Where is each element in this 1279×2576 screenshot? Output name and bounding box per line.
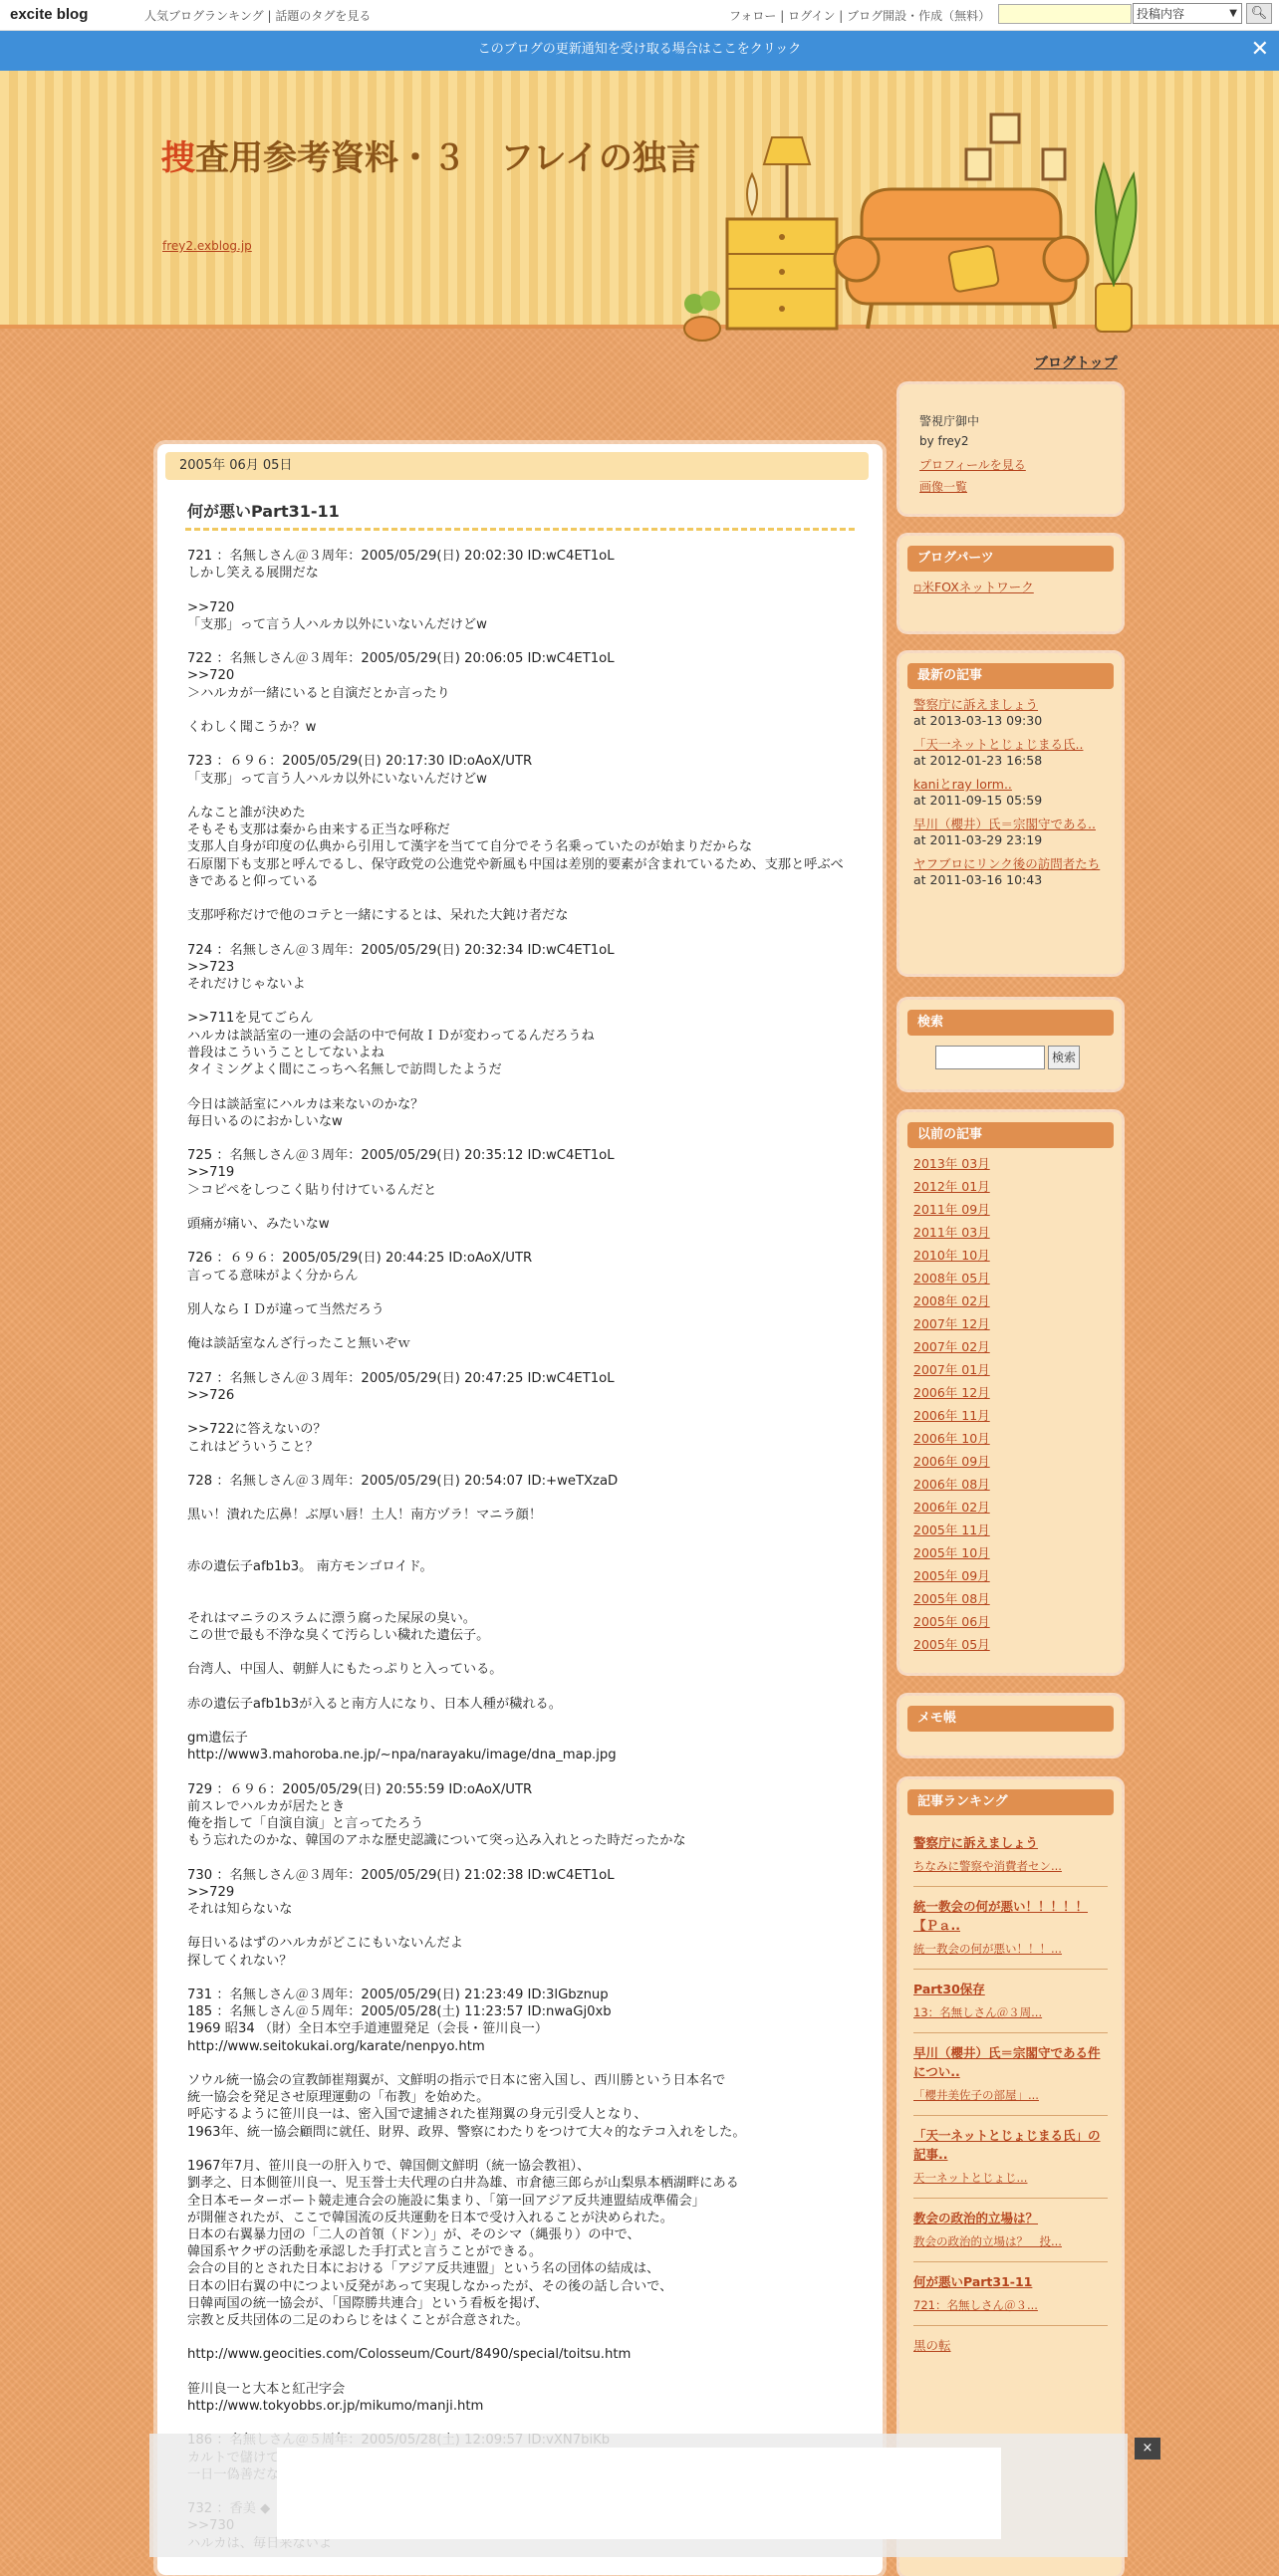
post-body: 721 ：名無しさん＠３周年：2005/05/29(日) 20:02:30 ID:wC4ET1oL しかし笑える展開だな >>720 「支那」って言う人ハルカ以外にいないんだけどw 722 ：名無しさん＠３周年：2005/05/29(日) 20:06:05 ID:wC4ET1oL >>720 ＞ハルカが一緒にいると自演だとか言ったり くわしく聞こうか？w 723 ：６９６：2005/05/29(日) 20:17:30 ID:oAoX/UTR 「支那」って言う人ハルカ以外にいないんだけどw んなこと誰が決めた そもそも支那は秦から由来する正当な呼称だ 支那人自身が印度の仏典から引用して漢字を当てて自分でそう名乗っていたのが始まりだからな 石原閣下も支那と呼んでるし、保守政党の公進党や新風も中国は差別的要素が含まれているため、支那と呼ぶべきであると仰っている 支那呼称だけで他のコテと一緒にするとは、呆れた大鈍け者だな 724 ：名無しさん＠３周年：2005/05/29(日) 20:32:34 ID:wC4ET1oL >>723 それだけじゃないよ >>711を見てごらん ハルカは談話室の一連の会話の中で何故ＩＤが変わってるんだろうね 普段はこういうことしてないよね タイミングよく間にこっちへ名無しで訪問したようだ 今日は談話室にハルカは来ないのかな？ 毎日いるのにおかしいなw 725 ：名無しさん＠３周年：2005/05/29(日) 20:35:12 ID:wC4ET1oL >>719 ＞コピペをしつこく貼り付けているんだと 頭痛が痛い、みたいなw 726 ：６９６：2005/05/29(日) 20:44:25 ID:oAoX/UTR 言ってる意味がよく分からん 別人ならＩＤが違って当然だろう 俺は談話室なんざ行ったこと無いぞｗ 727 ：名無しさん＠３周年：2005/05/29(日) 20:47:25 ID:wC4ET1oL >>726 >>722に答えないの？ これはどういうこと？ 728 ：名無しさん＠３周年：2005/05/29(日) 20:54:07 ID:+weTXzaD 黒い！潰れた広鼻！ぶ厚い唇！土人！南方ヅラ！マニラ顔！ 赤の遺伝子afb1b3。 南方モンゴロイド。 それはマニラのスラムに漂う腐った屎尿の臭い。 この世で最も不浄な臭くて汚らしい穢れた遺伝子。 台湾人、中国人、朝鮮人にもたっぷりと入っている。 赤の遺伝子afb1b3が入ると南方人になり、日本人種が穢れる。 gm遺伝子 http://www3.mahoroba.ne.jp/~npa/narayaku/image/dna_map.jpg 729 ：６９６：2005/05/29(日) 20:55:59 ID:oAoX/UTR 前スレでハルカが居たとき 俺を指して「自演自演」と言ってたろう もう忘れたのかな、韓国のアホな歴史認識について突っ込み入れとった時だったかな 730 ：名無しさん＠３周年：2005/05/29(日) 21:02:38 ID:wC4ET1oL >>729 それは知らないな 毎日いるはずのハルカがどこにもいないんだよ 探してくれない？ 731 ：名無しさん＠３周年：2005/05/29(日) 21:23:49 ID:3lGbznup 185 ：名無しさん＠５周年：2005/05/28(土) 11:23:57 ID:nwaGj0xb 1969 昭34 （財）全日本空手道連盟発足（会長・笹川良一） http://www.seitokukai.org/karate/nenpyo.htm ソウル統一協会の宣教師崔翔翼が、文鮮明の指示で日本に密入国し、西川勝という日本名で 統一協会を発足させ原理運動の「布教」を始めた。 呼応するように笹川良一は、密入国で逮捕された崔翔翼の身元引受人となり、 1963年、統一協会顧問に就任、財界、政界、警察にわたりをつけて大々的なテコ入れをした。 1967年7月、笹川良一の肝入りで、韓国側文鮮明（統一協会教祖）、 劉孝之、日本側笹川良一、児玉誉士夫代理の白井為雄、市倉徳三郎らが山梨県本栖湖畔にある 全日本モーターボート競走連合会の施設に集まり、「第一回アジア反共連盟結成準備会」 が開催されたが、ここで韓国流の反共運動を日本で受け入れることが決められた。 日本の右翼暴力団の「二人の首領（ドン）」が、そのシマ（縄張り）の中で、 韓国系ヤクザの活動を承認した手打式と言うことができる。 会合の目的とされた日本における「アジア反共連盟」という名の団体の結成は、 日本の旧右翼の中につよい反発があって実現しなかったが、その後の話し合いで、 日韓両国の統一協会が、「国際勝共連合」という看板を掲げ、 宗教と反共団体の二足のわらじをはくことが合意された。 http://www.geocities.com/Colosseum/Court/8490/special/toitsu.htm 笹川良一と大本と紅卍字会 http://www.tokyobbs.or.jp/mikumo/manji.htm xyxy=(187,549,844,2414)
archive-link[interactable]: 2010年 10月 xyxy=(913,1248,990,1263)
view-profile-link[interactable]: プロフィールを見る xyxy=(919,458,1026,472)
ranking-title-link[interactable]: 「天一ネットとじょじまる氏」の記事.. xyxy=(913,2128,1101,2162)
recent-post-date: at 2013-03-13 09:30 xyxy=(913,713,1043,728)
ranking-snippet-link[interactable]: 教会の政治的立場は？ 投... xyxy=(913,2234,1062,2248)
archive-link[interactable]: 2006年 12月 xyxy=(913,1385,990,1400)
ranking-snippet-link[interactable]: ちなみに警察や消費者セン... xyxy=(913,1859,1062,1873)
ranking-item xyxy=(913,2116,1108,2199)
archive-link[interactable]: 2005年 10月 xyxy=(913,1545,990,1560)
recent-post-date: at 2011-09-15 05:59 xyxy=(913,793,1043,808)
archive-heading: 以前の記事 xyxy=(907,1122,1114,1148)
blog-url-link[interactable]: frey2.exblog.jp xyxy=(162,239,252,253)
archive-link[interactable]: 2005年 05月 xyxy=(913,1637,990,1652)
recent-post-link[interactable]: 早川（櫻井）氏＝宗閣守である.. xyxy=(913,817,1096,831)
ranking-snippet-link[interactable]: 721：名無しさん＠３... xyxy=(913,2298,1038,2312)
recent-posts-box xyxy=(899,653,1122,974)
broken-image-icon: ▫ xyxy=(913,580,922,594)
archive-link[interactable]: 2005年 11月 xyxy=(913,1522,990,1537)
blog-search-box xyxy=(899,1000,1122,1089)
archive-link[interactable]: 2011年 09月 xyxy=(913,1202,990,1217)
popular-ranking-link[interactable]: 人気ブログランキング xyxy=(144,9,264,23)
recent-post-date: at 2011-03-29 23:19 xyxy=(913,832,1043,847)
recent-post-link[interactable]: kaniとray lorm.. xyxy=(913,777,1012,792)
ranking-item xyxy=(913,2326,1108,2367)
profile-box xyxy=(899,384,1122,514)
recent-post-date: at 2011-03-16 10:43 xyxy=(913,872,1043,887)
archive-link[interactable]: 2006年 11月 xyxy=(913,1408,990,1423)
open-blog-link[interactable]: ブログ開設・作成（無料） xyxy=(847,9,991,23)
top-right-links: フォロー | ログイン | ブログ開設・作成（無料） xyxy=(729,9,991,23)
archive-link[interactable]: 2006年 02月 xyxy=(913,1500,990,1515)
archive-link[interactable]: 2006年 10月 xyxy=(913,1431,990,1446)
recent-posts-heading: 最新の記事 xyxy=(907,663,1114,689)
ranking-title-link[interactable]: 教会の政治的立場は？ xyxy=(913,2211,1039,2225)
post-title[interactable]: 何が悪いPart31-11 xyxy=(187,502,340,521)
sofa-illustration xyxy=(672,110,1141,352)
profile-author: by frey2 xyxy=(919,434,969,448)
archive-link[interactable]: 2011年 03月 xyxy=(913,1225,990,1240)
update-notification-bar[interactable]: このブログの更新通知を受け取る場合はここをクリック ✕ xyxy=(0,31,1279,71)
blog-parts-box xyxy=(899,536,1122,631)
chevron-down-icon: ▼ xyxy=(1229,8,1237,19)
archive-link[interactable]: 2006年 09月 xyxy=(913,1454,990,1469)
recent-post-link[interactable]: 「天一ネットとじょじまる氏.. xyxy=(913,737,1084,752)
recent-post-link[interactable]: 警察庁に訴えましょう xyxy=(913,697,1039,712)
archive-link[interactable]: 2005年 09月 xyxy=(913,1568,990,1583)
blog-search-input[interactable] xyxy=(935,1046,1045,1069)
ranking-item xyxy=(913,1823,1108,1887)
post-date: 2005年 06月 05日 xyxy=(165,452,869,480)
archive-link[interactable]: 2007年 01月 xyxy=(913,1362,990,1377)
ranking-title-link[interactable]: 何が悪いPart31-11 xyxy=(913,2274,1033,2289)
fox-network-link[interactable]: ▫米FOXネットワーク xyxy=(913,580,1034,594)
ranking-heading: 記事ランキング xyxy=(907,1789,1114,1815)
ranking-item xyxy=(913,2262,1108,2326)
archive-box xyxy=(899,1112,1122,1673)
blog-parts-heading: ブログパーツ xyxy=(907,546,1114,572)
excite-blog-logo[interactable]: excite blog xyxy=(10,6,89,23)
recent-post-link[interactable]: ヤフブロにリンク後の訪問者たち xyxy=(913,856,1101,871)
site-search-input[interactable] xyxy=(998,4,1132,24)
ranking-title-link[interactable]: 警察庁に訴えましょう xyxy=(913,1835,1039,1850)
blog-search-button[interactable]: 検索 xyxy=(1048,1046,1080,1069)
ranking-title-link[interactable]: Part30保存 xyxy=(913,1982,985,1996)
memo-box xyxy=(899,1696,1122,1756)
follow-link[interactable]: フォロー xyxy=(729,9,777,23)
close-icon[interactable]: ✕ xyxy=(1250,37,1269,62)
archive-link[interactable]: 2013年 03月 xyxy=(913,1156,990,1171)
top-left-links: 人気ブログランキング | 話題のタグを見る xyxy=(144,9,372,23)
archive-link[interactable]: 2008年 02月 xyxy=(913,1293,990,1308)
ad-banner[interactable] xyxy=(277,2448,1001,2539)
archive-link[interactable]: 2007年 02月 xyxy=(913,1339,990,1354)
blog-search-heading: 検索 xyxy=(907,1010,1114,1036)
ranking-snippet-link[interactable]: 「櫻井美佐子の部屋」... xyxy=(913,2088,1039,2102)
ranking-item xyxy=(913,1887,1108,1970)
ranking-snippet-link[interactable]: 天一ネットとじょじ... xyxy=(913,2171,1028,2185)
image-list-link[interactable]: 画像一覧 xyxy=(919,480,968,494)
ranking-title-link[interactable]: 黒の転 xyxy=(913,2338,951,2353)
ranking-title-link[interactable]: 早川（櫻井）氏＝宗閣守である件につい.. xyxy=(913,2045,1101,2079)
archive-link[interactable]: 2007年 12月 xyxy=(913,1316,990,1331)
blog-top-link[interactable]: ブログトップ xyxy=(1034,355,1118,371)
search-scope-select[interactable]: 投稿内容 ▼ xyxy=(1133,3,1242,24)
title-divider xyxy=(185,528,855,531)
profile-name: 警視庁御中 xyxy=(919,414,980,428)
recent-post-date: at 2012-01-23 16:58 xyxy=(913,753,1043,768)
archive-link[interactable]: 2012年 01月 xyxy=(913,1179,990,1194)
trending-tags-link[interactable]: 話題のタグを見る xyxy=(275,9,372,23)
memo-heading: メモ帳 xyxy=(907,1706,1114,1732)
bottom-ad-overlay xyxy=(149,2434,1128,2557)
ranking-snippet-link[interactable]: 統一教会の何が悪い！！！... xyxy=(913,1942,1062,1956)
top-navigation-bar xyxy=(0,0,1279,31)
login-link[interactable]: ログイン xyxy=(788,9,836,23)
archive-link[interactable]: 2006年 08月 xyxy=(913,1477,990,1492)
archive-link[interactable]: 2005年 08月 xyxy=(913,1591,990,1606)
ranking-snippet-link[interactable]: 13：名無しさん＠３周... xyxy=(913,2005,1043,2019)
ranking-item xyxy=(913,1970,1108,2033)
ranking-item xyxy=(913,2199,1108,2262)
archive-link[interactable]: 2008年 05月 xyxy=(913,1271,990,1286)
ranking-title-link[interactable]: 統一教会の何が悪い！！！！！【Ｐａ.. xyxy=(913,1899,1089,1933)
archive-link[interactable]: 2005年 06月 xyxy=(913,1614,990,1629)
search-icon: 🔍︎ xyxy=(1250,6,1268,21)
ranking-item xyxy=(913,2033,1108,2116)
post-container xyxy=(157,444,883,2575)
close-ad-button[interactable]: × xyxy=(1135,2438,1160,2459)
search-button[interactable] xyxy=(1246,3,1272,24)
blog-title[interactable]: 捜査用参考資料・３ フレイの独言 xyxy=(161,138,700,178)
